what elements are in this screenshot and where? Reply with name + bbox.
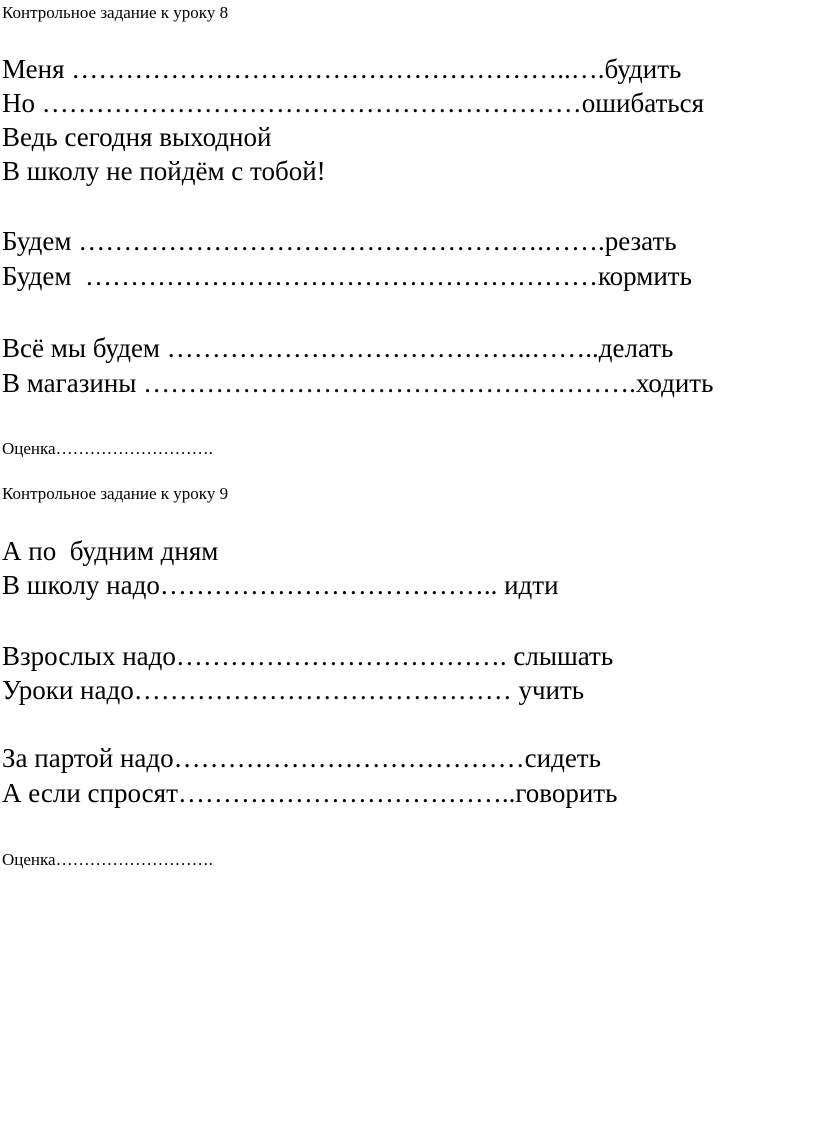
section2-grade: Оценка……………………….: [2, 850, 213, 869]
section1-heading: Контрольное задание к уроку 8: [2, 3, 229, 22]
section2-line-vzroslyh: Взрослых надо………………………………. слышать: [2, 641, 614, 671]
section1-line-ved: Ведь сегодня выходной: [2, 122, 272, 152]
section2-line-v-shkolu: В школу надо……………………………….. идти: [2, 570, 559, 600]
section1-line-vse-my: Всё мы будем …………………………………..……..делать: [2, 333, 674, 363]
section1-grade: Оценка……………………….: [2, 439, 213, 458]
section1-line-v-shkolu: В школу не пойдём с тобой!: [2, 156, 326, 186]
section2-heading: Контрольное задание к уроку 9: [2, 484, 229, 503]
section1-line-menya: Меня ………………………………………………..….будить: [2, 54, 682, 84]
section2-line-a-po: А по будним дням: [2, 536, 219, 566]
section1-line-budem-rezat: Будем …………………………………………….…….резать: [2, 226, 677, 256]
section2-line-za-partoy: За партой надо…………………………………сидеть: [2, 743, 601, 773]
section2-line-uroki: Уроки надо…………………………………… учить: [2, 675, 585, 705]
section1-line-v-magaziny: В магазины ……………………………………………….ходить: [2, 368, 714, 398]
section1-line-no: Но ……………………………………………………ошибаться: [2, 88, 705, 118]
section1-line-budem-kormit: Будем …………………………………………………кормить: [2, 261, 692, 291]
section2-line-a-esli: А если спросят………………………………..говорить: [2, 778, 618, 808]
